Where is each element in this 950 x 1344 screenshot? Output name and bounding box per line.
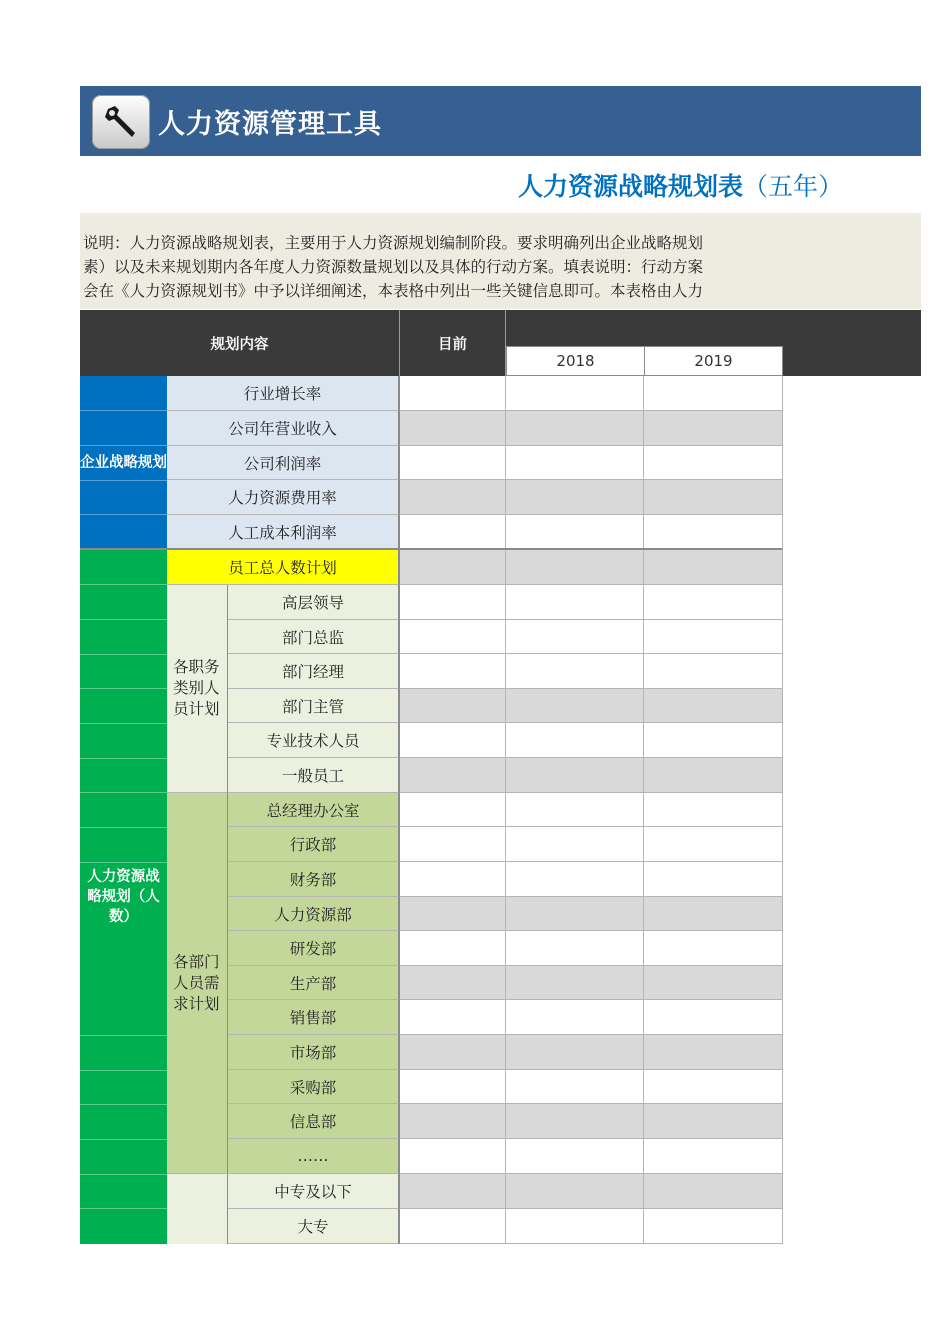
row-divider (80, 1174, 167, 1175)
cell-2019[interactable] (644, 1035, 783, 1070)
cell-2019[interactable] (644, 585, 783, 620)
cell-current[interactable] (399, 689, 506, 723)
cell-2018[interactable] (506, 689, 644, 723)
row-divider (80, 1035, 167, 1036)
cell-2019[interactable] (644, 758, 783, 793)
row-label: 行政部 (228, 827, 399, 862)
app-banner (80, 86, 921, 156)
cell-2019[interactable] (644, 480, 783, 515)
cell-2019[interactable] (644, 966, 783, 1000)
cell-2019[interactable] (644, 550, 783, 585)
row-label: 大专 (228, 1209, 399, 1244)
cell-2018[interactable] (506, 446, 644, 480)
row-label: 总经理办公室 (228, 793, 399, 827)
row-divider (80, 514, 167, 515)
row-divider (80, 792, 167, 793)
cell-2018[interactable] (506, 411, 644, 446)
row-label: 中专及以下 (228, 1174, 399, 1209)
cell-2019[interactable] (644, 689, 783, 723)
cell-2018[interactable] (506, 966, 644, 1000)
row-divider (80, 688, 167, 689)
cell-2018[interactable] (506, 585, 644, 620)
cell-2018[interactable] (506, 897, 644, 931)
row-label: 人力资源部 (228, 897, 399, 931)
cell-2019[interactable] (644, 654, 783, 689)
group-hr (80, 550, 167, 1244)
cell-2019[interactable] (644, 376, 783, 411)
row-divider (80, 619, 167, 620)
cell-2019[interactable] (644, 793, 783, 827)
cell-2019[interactable] (644, 515, 783, 549)
row-label: 人工成本利润率 (167, 515, 399, 549)
row-label: 研发部 (228, 931, 399, 966)
header-content: 规划内容 (210, 336, 269, 353)
row-divider (80, 584, 167, 585)
subgroup-department-label: 各部门人员需求计划 (173, 952, 220, 1013)
cell-current[interactable] (399, 550, 506, 585)
cell-2018[interactable] (506, 515, 644, 549)
cell-current[interactable] (399, 1174, 506, 1209)
row-divider (80, 1104, 167, 1105)
cell-current[interactable] (399, 793, 506, 827)
row-label: 高层领导 (228, 585, 399, 620)
sheet-title-area (80, 165, 843, 209)
cell-2019[interactable] (644, 931, 783, 966)
cell-current[interactable] (399, 758, 506, 793)
cell-current[interactable] (399, 585, 506, 620)
cell-2018[interactable] (506, 550, 644, 585)
cell-2019[interactable] (644, 1104, 783, 1139)
cell-current[interactable] (399, 620, 506, 654)
column-rule (399, 376, 400, 1244)
cell-2018[interactable] (506, 1104, 644, 1139)
row-divider (80, 480, 167, 481)
cell-2018[interactable] (506, 480, 644, 515)
row-label: 销售部 (228, 1000, 399, 1035)
row-divider (80, 445, 167, 446)
row-divider (80, 410, 167, 411)
cell-2019[interactable] (644, 862, 783, 897)
app-title: 人力资源管理工具 (158, 109, 382, 140)
description-line-2: 素）以及未来规划期内各年度人力资源数量规划以及具体的行动方案。填表说明：行动方案 (83, 258, 704, 276)
row-label: 行业增长率 (167, 376, 399, 411)
cell-2018[interactable] (506, 620, 644, 654)
description-box (80, 213, 783, 309)
description-background (783, 213, 921, 309)
cell-current[interactable] (399, 897, 506, 931)
cell-2019[interactable] (644, 1139, 783, 1174)
cell-current[interactable] (399, 827, 506, 862)
row-label-total: 员工总人数计划 (167, 550, 399, 585)
cell-2019[interactable] (644, 827, 783, 862)
row-label: 公司年营业收入 (167, 411, 399, 446)
sheet-title-suffix: （五年） (742, 172, 843, 201)
cell-2019[interactable] (644, 1070, 783, 1104)
header-year-2019: 2019 (644, 346, 783, 376)
cell-2018[interactable] (506, 758, 644, 793)
row-label: 人力资源费用率 (167, 480, 399, 515)
cell-2019[interactable] (644, 446, 783, 480)
cell-current[interactable] (399, 654, 506, 689)
cell-2019[interactable] (644, 1174, 783, 1209)
row-label: 信息部 (228, 1104, 399, 1139)
subgroup-department (167, 793, 228, 1174)
cell-2018[interactable] (506, 1035, 644, 1070)
cell-2018[interactable] (506, 723, 644, 758)
cell-current[interactable] (399, 931, 506, 966)
group-corporate (80, 376, 167, 549)
cell-current[interactable] (399, 411, 506, 446)
row-label: 部门主管 (228, 689, 399, 723)
row-divider (80, 654, 167, 655)
cell-current[interactable] (399, 1209, 506, 1244)
header-year-2018: 2018 (506, 346, 645, 376)
group-corporate-label: 企业战略规划 (80, 454, 167, 471)
row-divider (80, 1208, 167, 1209)
subgroup-education (167, 1174, 228, 1244)
subgroup-job-category-label: 各职务类别人员计划 (173, 658, 220, 718)
cell-2018[interactable] (506, 1139, 644, 1174)
cell-2018[interactable] (506, 376, 644, 411)
description-line-1: 说明：人力资源战略规划表，主要用于人力资源规划编制阶段。要求明确列出企业战略规划 (83, 234, 704, 252)
row-label: 部门总监 (228, 620, 399, 654)
row-label: 财务部 (228, 862, 399, 897)
row-label: 采购部 (228, 1070, 399, 1104)
cell-current[interactable] (399, 1000, 506, 1035)
sheet-title-main: 人力资源战略规划表 (517, 172, 743, 201)
cell-current[interactable] (399, 966, 506, 1000)
row-divider (80, 758, 167, 759)
cell-2019[interactable] (644, 1209, 783, 1244)
sheet-title (518, 167, 843, 203)
header-current: 目前 (438, 336, 467, 353)
row-label: 一般员工 (228, 758, 399, 793)
cell-current[interactable] (399, 376, 506, 411)
description-line-3: 会在《人力资源规划书》中予以详细阐述，本表格中列出一些关键信息即可。本表格由人力 (83, 282, 704, 300)
cell-2019[interactable] (644, 1000, 783, 1035)
cell-2018[interactable] (506, 1000, 644, 1035)
group-hr-label: 人力资源战略规划（人数） (87, 869, 160, 925)
cell-current[interactable] (399, 723, 506, 758)
row-divider (80, 723, 167, 724)
cell-2019[interactable] (644, 411, 783, 446)
row-label: 生产部 (228, 966, 399, 1000)
row-label: 市场部 (228, 1035, 399, 1070)
column-rule (782, 376, 783, 1244)
row-divider (80, 1139, 167, 1140)
cell-current[interactable] (399, 515, 506, 549)
row-label: 部门经理 (228, 654, 399, 689)
cell-2019[interactable] (644, 723, 783, 758)
row-divider (80, 1070, 167, 1071)
table-header (80, 310, 921, 376)
row-divider (80, 862, 167, 863)
cell-current[interactable] (399, 480, 506, 515)
cell-2018[interactable] (506, 862, 644, 897)
row-label: 公司利润率 (167, 446, 399, 480)
cell-current[interactable] (399, 1070, 506, 1104)
cell-2018[interactable] (506, 931, 644, 966)
row-label: 专业技术人员 (228, 723, 399, 758)
cell-2019[interactable] (644, 897, 783, 931)
cell-2018[interactable] (506, 793, 644, 827)
cell-current[interactable] (399, 862, 506, 897)
wrench-icon (92, 95, 150, 149)
subgroup-job-category (167, 585, 228, 793)
cell-current[interactable] (399, 1139, 506, 1174)
row-divider (80, 827, 167, 828)
cell-current[interactable] (399, 1035, 506, 1070)
row-label: …… (228, 1139, 399, 1174)
cell-current[interactable] (399, 446, 506, 480)
cell-2018[interactable] (506, 1174, 644, 1209)
cell-2018[interactable] (506, 1070, 644, 1104)
cell-2019[interactable] (644, 620, 783, 654)
cell-current[interactable] (399, 1104, 506, 1139)
cell-2018[interactable] (506, 654, 644, 689)
cell-2018[interactable] (506, 827, 644, 862)
cell-2018[interactable] (506, 1209, 644, 1244)
